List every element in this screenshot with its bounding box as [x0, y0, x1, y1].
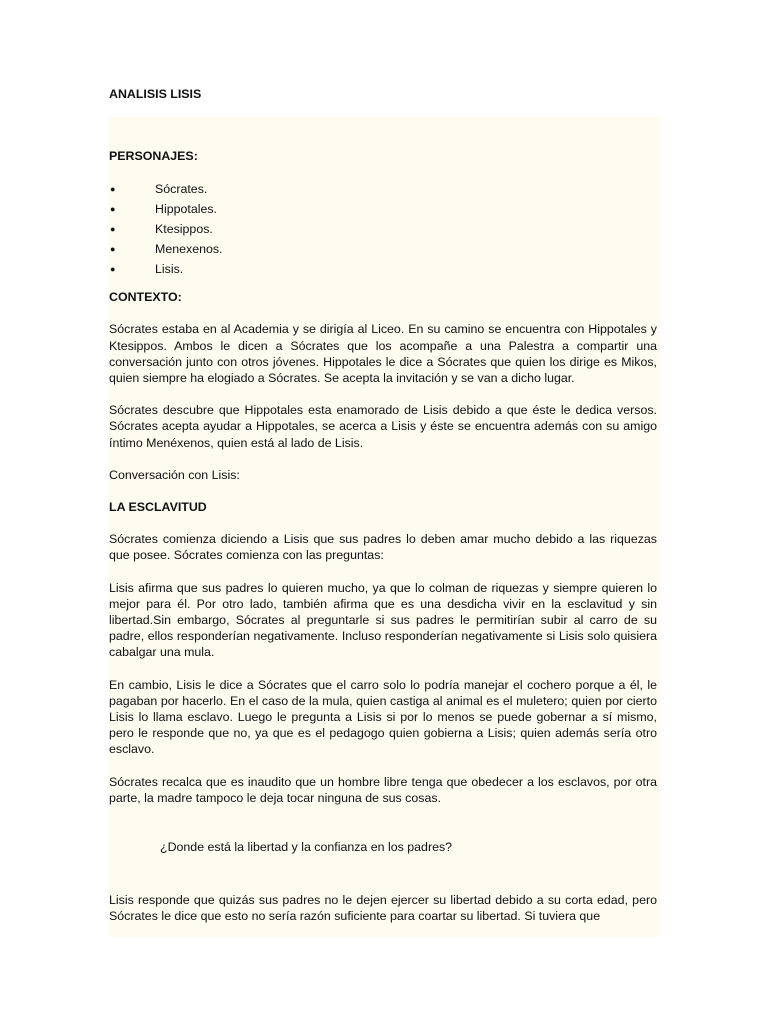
- conversacion-label: Conversación con Lisis:: [109, 467, 240, 482]
- bullet-icon: ●: [110, 244, 116, 255]
- list-item: [109, 201, 657, 221]
- esclavitud-paragraph-1: Sócrates comienza diciendo a Lisis que sus padres lo deben amar mucho debido a las riquezas que posee. Sócrates comienza con las preguntas:: [109, 532, 657, 563]
- esclavitud-heading: LA ESCLAVITUD: [109, 500, 207, 515]
- list-item-text: Lisis.: [155, 262, 184, 277]
- document-title: ANALISIS LISIS: [109, 87, 202, 101]
- contexto-paragraph-1: Sócrates estaba en al Academia y se dirigía al Liceo. En su camino se encuentra con Hippotales y Ktesippos. Ambos le dicen a Sócrates que los acompañe a una Palestra a compartir una conversación junto con otros jóvenes. Hippotales le dice a Sócrates que quien los dirige es Mikos, quien siempre ha elogiado a Sócrates. Se acepta la invitación y se van a dicho lugar.: [109, 322, 657, 386]
- list-item-text: Sócrates.: [155, 182, 208, 197]
- bullet-icon: ●: [110, 264, 116, 275]
- list-item-text: Hippotales.: [155, 202, 217, 217]
- personajes-list: [109, 181, 657, 281]
- list-item-text: Menexenos.: [155, 242, 223, 257]
- esclavitud-paragraph-4: Sócrates recalca que es inaudito que un hombre libre tenga que obedecer a los esclavos, por otra parte, la madre tampoco le deja tocar ninguna de sus cosas.: [109, 774, 657, 805]
- list-item: [109, 261, 657, 281]
- list-item: [109, 181, 657, 201]
- esclavitud-paragraph-3: En cambio, Lisis le dice a Sócrates que el carro solo lo podría manejar el cochero porque a él, le pagaban por hacerlo. En el caso de la mula, quien castiga al animal es el muletero; quien por cierto Lisis lo llama esclavo. Luego le pregunta a Lisis si por lo menos se puede gobernar a sí mismo, pero le responde que no, ya que es el pedagogo quien gobierna a Lisis; quien además sería otro esclavo.: [109, 677, 657, 757]
- list-item: [109, 241, 657, 261]
- list-item: [109, 221, 657, 241]
- esclavitud-paragraph-2: Lisis afirma que sus padres lo quieren mucho, ya que lo colman de riquezas y siempre quieren lo mejor para él. Por otro lado, también afirma que es una desdicha vivir en la esclavitud y sin libertad.Sin embargo, Sócrates al preguntarle si sus padres le permitirían subir al carro de su padre, ellos responderían negativamente. Incluso responderían negativamente si Lisis solo quisiera cabalgar una mula.: [109, 580, 657, 660]
- question-line: ¿Donde está la libertad y la confianza en los padres?: [160, 840, 453, 855]
- document-body: [109, 148, 657, 925]
- contexto-paragraph-2: Sócrates descubre que Hippotales esta enamorado de Lisis debido a que éste le dedica versos. Sócrates acepta ayudar a Hippotales, se acerca a Lisis y éste se encuentra además con su amigo íntimo Menéxenos, quien está al lado de Lisis.: [109, 403, 657, 450]
- bullet-icon: ●: [110, 204, 116, 215]
- list-item-text: Ktesippos.: [155, 222, 213, 237]
- personajes-heading: PERSONAJES:: [109, 149, 198, 163]
- final-paragraph: Lisis responde que quizás sus padres no le dejen ejercer su libertad debido a su corta edad, pero Sócrates le dice que esto no sería razón suficiente para coartar su libertad. Si tuviera que: [109, 893, 657, 924]
- bullet-icon: ●: [110, 184, 116, 195]
- contexto-heading: CONTEXTO:: [109, 290, 182, 305]
- bullet-icon: ●: [110, 224, 116, 235]
